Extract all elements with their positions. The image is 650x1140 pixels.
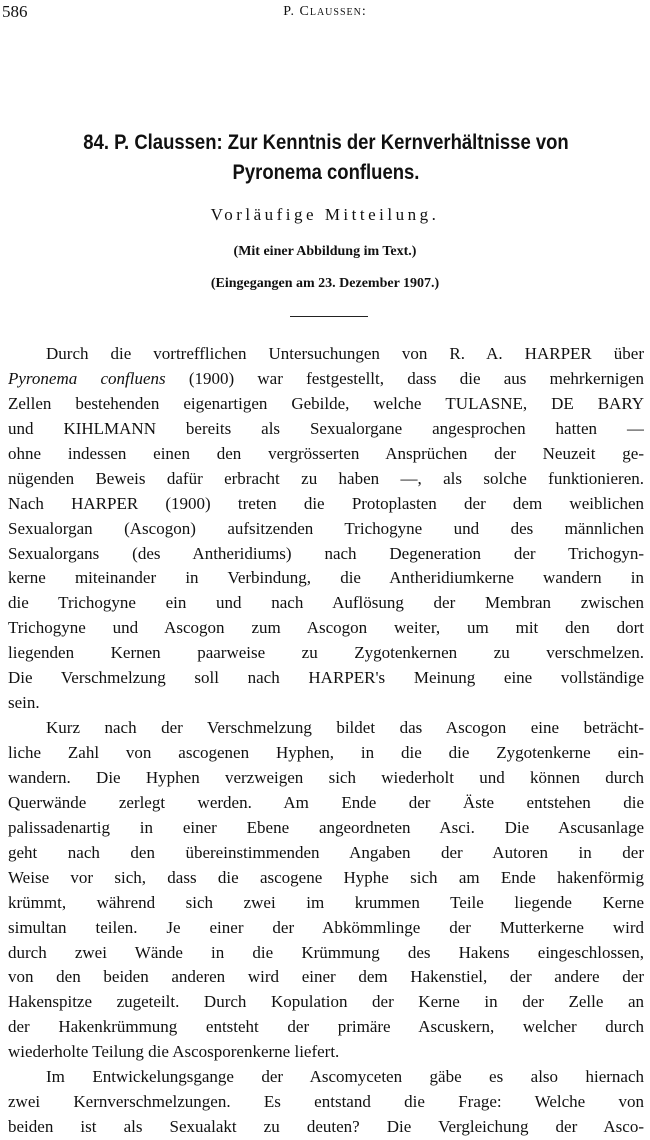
body-line: der Hakenkrümmung entsteht der primäre Ascuskern, welcher durch [8,1017,644,1037]
body-line: wiederholte Teilung die Ascosporenkerne liefert. [8,1042,340,1062]
body-line: Sexualorgan (Ascogon) aufsitzenden Trichogyne und des männlichen [8,518,644,538]
body-line: Trichogyne und Ascogon zum Ascogon weiter, um mit den dort [8,618,644,638]
body-line: Zellen bestehenden eigenartigen Gebilde, welche TULASNE, DE BARY [8,393,644,413]
body-line: Sexualorgans (des Antheridiums) nach Degeneration der Trichogyn- [8,543,644,563]
title-line-2: Pyronema confluens. [232,161,420,184]
body-line: ohne indessen einen den vergrösserten Ansprüchen der Neuzeit ge- [8,443,644,463]
page-header [0,2,650,26]
figure-note: (Mit einer Abbildung im Text.) [233,244,417,259]
body-line: Querwände zerlegt werden. Am Ende der Äste entstehen die [8,792,644,812]
body-line: und KIHLMANN bereits als Sexualorgane angesprochen hatten — [8,418,644,438]
body-line: Weise vor sich, dass die ascogene Hyphe sich am Ende hakenförmig [8,867,644,887]
body-line: Die Verschmelzung soll nach HARPER's Meinung eine vollständige [8,668,644,688]
received-date: (Eingegangen am 23. Dezember 1907.) [210,276,440,291]
body-line: von den beiden anderen wird einer dem Hakenstiel, der andere der [8,967,644,987]
body-line: krümmt, während sich zwei im krummen Teile liegende Kerne [8,892,644,912]
body-line: palissadenartig in einer Ebene angeordneten Asci. Die Ascusanlage [8,817,644,837]
body-line: Hakenspitze zugeteilt. Durch Kopulation der Kerne in der Zelle an [8,992,644,1012]
body-line: liche Zahl von ascogenen Hyphen, in die die Zygotenkerne ein- [8,743,644,762]
separator-rule [290,316,368,317]
body-line: nügenden Beweis dafür erbracht zu haben —, als solche funktionieren. [8,468,644,488]
body-line: Durch die vortrefflichen Untersuchungen von R. A. HARPER über [46,344,644,363]
title-line-1: 84. P. Claussen: Zur Kenntnis der Kernverhältnisse von [83,131,569,154]
page-number: 586 [2,2,28,21]
body-line: die Trichogyne ein und nach Auflösung der Membran zwischen [8,593,644,613]
body-line: Pyronema confluens (1900) war festgestellt, dass die aus mehrkernigen [8,368,644,388]
body-line: liegenden Kernen paarweise zu Zygotenkernen zu verschmelzen. [8,643,644,663]
running-head: P. Claussen: [283,4,367,19]
body-line: Nach HARPER (1900) treten die Protoplasten der dem weiblichen [8,493,644,513]
article-title [44,128,607,188]
article-subtitle: Vorläufige Mitteilung. [210,205,440,224]
body-line: wandern. Die Hyphen verzweigen sich wiederholt und können durch [8,767,644,787]
body-line: beiden ist als Sexualakt zu deuten? Die Vergleichung der Asco- [8,1117,644,1137]
body-line: geht nach den übereinstimmenden Angaben der Autoren in der [8,842,644,862]
body-line: durch zwei Wände in die Krümmung des Hakens eingeschlossen, [8,942,644,962]
body-line: simultan teilen. Je einer der Abkömmlinge der Mutterkerne wird [8,917,644,937]
body-line: Im Entwickelungsgange der Ascomyceten gäbe es also hiernach [46,1067,644,1087]
body-line: zwei Kernverschmelzungen. Es entstand die Frage: Welche von [8,1092,644,1112]
article-body [8,342,644,1140]
body-line: Kurz nach der Verschmelzung bildet das Ascogon eine beträcht- [46,718,644,738]
body-line: kerne miteinander in Verbindung, die Antheridiumkerne wandern in [8,568,644,588]
body-line: sein. [8,693,40,713]
